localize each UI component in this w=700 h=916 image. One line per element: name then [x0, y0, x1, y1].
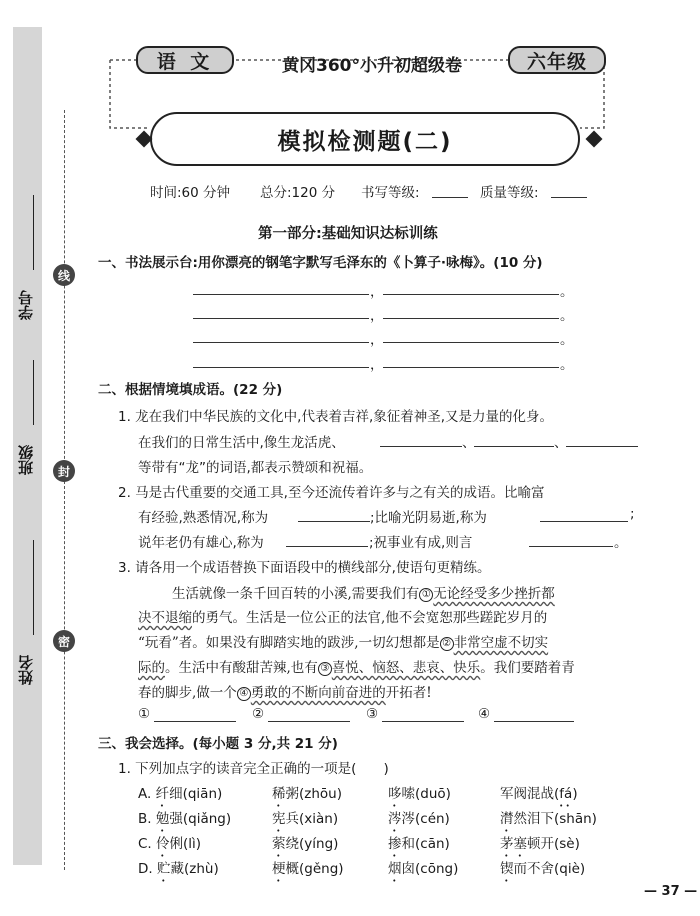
q2-item1-line3: 等带有“龙”的词语,都表示赞颂和祝福。: [138, 460, 373, 476]
q2-item1-line1: 1. 龙在我们中华民族的文化中,代表着吉祥,象征着神圣,又是力量的化身。: [118, 409, 554, 425]
q1-blank-2a[interactable]: [193, 318, 369, 319]
q3-item1: 1. 下列加点字的读音完全正确的一项是( ): [118, 761, 389, 777]
marker-4: ④: [237, 687, 251, 701]
option-d-word4: 锲而不舍(qiè): [500, 861, 586, 877]
q2-answer-3-label: ③: [366, 706, 379, 722]
q1-period-4: 。: [560, 357, 574, 373]
q2-item1-blank-2[interactable]: [474, 446, 554, 447]
q2-item1-sep-1: 、: [462, 435, 476, 451]
q2-title: 二、根据情境填成语。(22 分): [98, 382, 283, 398]
q2-item1-blank-1[interactable]: [380, 446, 462, 447]
q2-item3-para-line3: “玩看”者。如果没有脚踏实地的跋涉,一切幻想都是 ② 非常空虚不切实: [138, 635, 549, 651]
q2-item2-semicolon: ;: [630, 506, 635, 522]
option-d-label-word1: D. 贮藏(zhù): [138, 861, 219, 877]
option-b-label-word1: B. 勉强(qiǎng): [138, 811, 232, 827]
q2-answer-4-blank[interactable]: [494, 721, 574, 722]
q2-answer-2-blank[interactable]: [268, 721, 350, 722]
part1-title: 第一部分:基础知识达标训练: [258, 226, 438, 242]
option-d-word3: 烟囱(cōng): [388, 861, 459, 877]
cut-line: [64, 110, 65, 870]
page-title: 模拟检测题(二): [150, 112, 580, 166]
option-c-word4: 茅塞顿开(sè): [500, 836, 580, 852]
q2-answer-1-blank[interactable]: [154, 721, 236, 722]
header-frame-lines: [0, 0, 700, 200]
q2-item2-line2a: 有经验,熟悉情况,称为: [138, 510, 269, 526]
marker-2: ②: [440, 637, 454, 651]
score-info: 总分:120 分: [260, 185, 336, 201]
q1-blank-1b[interactable]: [383, 294, 559, 295]
name-line: [33, 540, 34, 635]
q2-answer-2-label: ②: [252, 706, 265, 722]
q1-comma-1: ，: [370, 284, 384, 300]
q2-item1-sep-2: 、: [554, 435, 568, 451]
quality-grade-blank[interactable]: [551, 197, 587, 198]
time-info: 时间:60 分钟: [150, 185, 231, 201]
option-a-word3: 哆嗦(duō): [388, 786, 451, 802]
q2-item2-blank-1[interactable]: [298, 521, 370, 522]
q1-blank-4a[interactable]: [193, 367, 369, 368]
name-label: 姓名: [17, 655, 35, 685]
q1-blank-4b[interactable]: [383, 367, 559, 368]
option-d-word2: 梗概(gěng): [272, 861, 344, 877]
q1-comma-3: ，: [370, 332, 384, 348]
q2-answer-4-label: ④: [478, 706, 491, 722]
q1-blank-1a[interactable]: [193, 294, 369, 295]
q2-item3-para-line2: 决不退缩的勇气。生活是一位公正的法官,他不会宽恕那些蹉跎岁月的: [138, 610, 548, 626]
marker-1: ①: [419, 588, 433, 602]
secret-mark: 密: [53, 630, 75, 652]
q1-blank-3a[interactable]: [193, 342, 369, 343]
q2-item3-para-line5: 春的脚步,做一个 ④ 勇敢的不断向前奋进的开拓者!: [138, 685, 432, 701]
q2-item3-para-line1: 生活就像一条千回百转的小溪,需要我们有 ① 无论经受多少挫折都: [172, 586, 555, 602]
option-a-word2: 稀粥(zhōu): [272, 786, 342, 802]
q2-item2-blank-4[interactable]: [529, 546, 613, 547]
class-label: 班级: [17, 445, 35, 475]
q1-comma-2: ，: [370, 308, 384, 324]
q2-answer-3-blank[interactable]: [382, 721, 464, 722]
writing-grade-label: 书写等级:: [361, 185, 420, 201]
grade-badge: 六年级: [508, 46, 606, 74]
q2-item3-para-line4: 际的。生活中有酸甜苦辣,也有 ③ 喜悦、恼怒、悲哀、快乐。我们要踏着青: [138, 660, 575, 676]
seal-mark: 封: [53, 460, 75, 482]
option-c-word3: 掺和(cān): [388, 836, 450, 852]
class-line: [33, 360, 34, 425]
q1-period-2: 。: [560, 308, 574, 324]
q1-title: 一、书法展示台:用你漂亮的钢笔字默写毛泽东的《卜算子·咏梅》。(10 分): [98, 255, 543, 271]
option-c-word2: 萦绕(yíng): [272, 836, 339, 852]
q2-item2-blank-2[interactable]: [540, 521, 628, 522]
q2-item2-blank-3[interactable]: [286, 546, 368, 547]
marker-3: ③: [318, 662, 332, 676]
option-a-label-word1: A. 纤细(qiān): [138, 786, 223, 802]
subject-badge: 语 文: [136, 46, 234, 74]
line-mark: 线: [53, 264, 75, 286]
writing-grade-blank[interactable]: [432, 197, 468, 198]
q2-item1-blank-3[interactable]: [566, 446, 638, 447]
q3-title: 三、我会选择。(每小题 3 分,共 21 分): [98, 736, 338, 752]
option-a-word4: 军阀混战(fá): [500, 786, 578, 802]
option-c-label-word1: C. 伶俐(lì): [138, 836, 202, 852]
q2-item2-line3b: ;祝事业有成,则言: [369, 535, 473, 551]
q2-item2-line2b: ;比喻光阴易逝,称为: [370, 510, 487, 526]
q2-item1-line2: 在我们的日常生活中,像生龙活虎、: [138, 435, 345, 451]
q1-blank-3b[interactable]: [383, 342, 559, 343]
q1-period-1: 。: [560, 284, 574, 300]
page-number: — 37 —: [644, 884, 698, 899]
q2-item2-period: 。: [614, 535, 628, 551]
series-title: 黄冈360°小升初超级卷: [282, 56, 462, 76]
student-id-label: 学号: [17, 290, 35, 320]
quality-grade-label: 质量等级:: [480, 185, 539, 201]
student-id-line: [33, 195, 34, 270]
option-b-word4: 潸然泪下(shān): [500, 811, 597, 827]
q2-item2-line3a: 说年老仍有雄心,称为: [138, 535, 264, 551]
option-b-word3: 涔涔(cén): [388, 811, 450, 827]
q1-period-3: 。: [560, 332, 574, 348]
q1-comma-4: ，: [370, 357, 384, 373]
q2-item3-line1: 3. 请各用一个成语替换下面语段中的横线部分,使语句更精练。: [118, 560, 491, 576]
q1-blank-2b[interactable]: [383, 318, 559, 319]
q2-item2-line1: 2. 马是古代重要的交通工具,至今还流传着许多与之有关的成语。比喻富: [118, 485, 545, 501]
q2-answer-1-label: ①: [138, 706, 151, 722]
option-b-word2: 宪兵(xiàn): [272, 811, 339, 827]
